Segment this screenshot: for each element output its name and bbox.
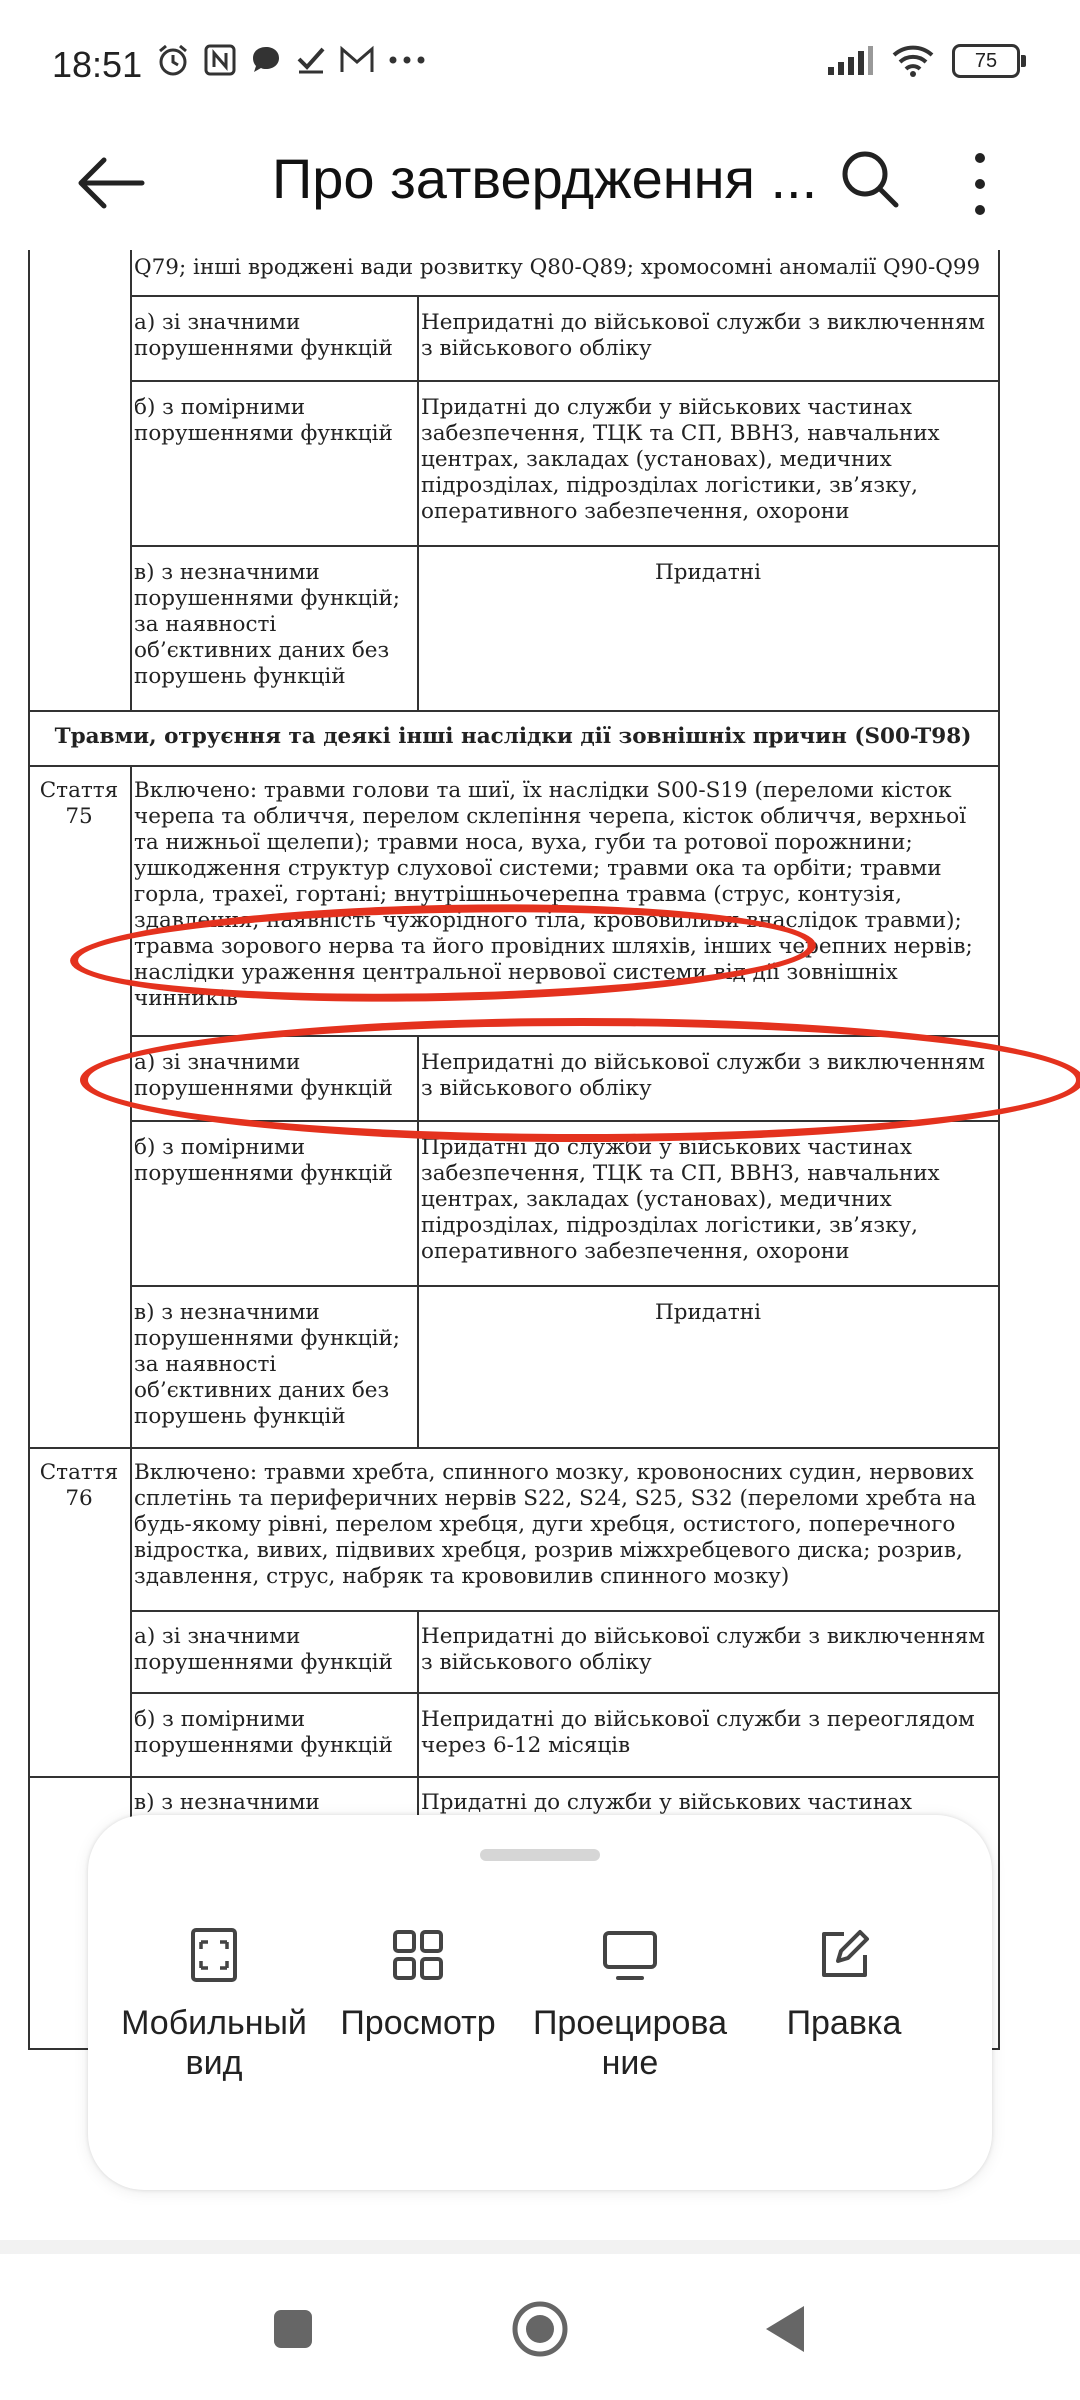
action-label: Мобильный вид [121,2004,307,2082]
sheet-drag-handle[interactable] [480,1849,600,1861]
status-time: 18:51 [52,44,143,85]
table-cell: а) зі значними порушеннями функцій [134,1624,393,1675]
action-label: Просмотр [340,2004,496,2042]
recent-apps-icon[interactable] [258,2294,328,2364]
article-number: Стаття 76 [39,1460,119,1511]
table-border [417,295,419,710]
table-border [130,1120,998,1122]
table-border [130,250,132,710]
table-cell: б) з помірними порушеннями функцій [134,1707,393,1758]
table-border [28,765,998,767]
status-bar [0,0,1080,120]
table-cell: Непридатні до військової служби з виключенням з військового обліку [421,310,986,361]
projection-button[interactable] [520,1925,740,2083]
document-viewer[interactable] [28,250,1000,2050]
battery-icon: 75 [952,44,1020,78]
table-border [130,1610,998,1612]
more-options-icon[interactable] [960,144,1000,224]
section-header: Травми, отруєння та деякі інші наслідки дії зовнішніх причин (S00-T98) [54,724,972,749]
action-label: Правка [786,2004,902,2042]
mobile-view-button[interactable] [104,1925,324,2083]
table-cell: Непридатні до військової служби з виключенням з військового обліку [421,1624,986,1675]
table-cell: Q79; інші вроджені вади розвитку Q80-Q89; хромосомні аномалії Q90-Q99 [134,255,981,280]
dots-icon [387,50,427,70]
table-border [998,250,1000,2050]
edit-icon [814,1925,874,1985]
signal-icon [826,45,874,77]
table-border [28,710,998,712]
status-notification-icons [155,42,427,78]
table-cell: Придатні до служби у військових частинах забезпечення, ТЦК та СП, ВВНЗ, навчальних центрах, закладах (установах), медичних підрозділах, підрозділах логістики, зв’язку, оперативного забезпечення, охорони [421,1135,940,1264]
table-border [130,1692,998,1694]
table-border [130,295,998,297]
table-cell: Непридатні до військової служби з переоглядом через 6-12 місяців [421,1707,975,1758]
fullscreen-icon [184,1925,244,1985]
mail-icon [339,45,375,75]
back-arrow-icon[interactable] [70,148,150,218]
check-icon [295,44,327,76]
table-cell: Включено: травми хребта, спинного мозку, кровоносних судин, нервових сплетінь та периферичних нервів S22, S24, S25, S32 (переломи хребта на будь-якому рівні, перелом хребця, дуги хребця, остистого, поперечного відростка, вивих, підвивих хребця, розрив міжхребцевого диска; розрив, здавлення, струс, набряк та крововилив спинного мозку) [134,1460,977,1589]
table-border [130,1285,998,1287]
alarm-icon [155,42,191,78]
article-number: Стаття 75 [39,778,119,829]
wifi-icon [892,44,934,78]
app-toolbar [0,120,1080,245]
table-border [417,1035,419,1447]
action-label: Проецирова ние [532,2004,728,2082]
monitor-icon [600,1925,660,1985]
edit-button[interactable] [734,1925,954,2043]
table-border [28,1447,998,1449]
table-cell: в) з незначними порушеннями функцій; за наявності об’єктивних даних без порушень функцій [134,1300,401,1429]
table-cell: Непридатні до військової служби з виключенням з військового обліку [421,1050,986,1101]
table-border [130,545,998,547]
table-cell: в) з незначними порушеннями функцій; за наявності об’єктивних даних без порушень функцій [134,560,401,689]
table-cell: а) зі значними порушеннями функцій [134,1050,393,1101]
system-nav-bar [0,2254,1080,2400]
table-cell: Придатні до служби у військових частинах забезпечення, ТЦК та СП, ВВНЗ, навчальних центрах, закладах (установах), медичних підрозділах, підрозділах логістики, зв’язку, оперативного забезпечення, охорони [421,395,940,524]
search-icon[interactable] [835,144,905,214]
table-cell: Придатні до служби у військових частинах [421,1790,912,1815]
table-border [28,1776,998,1778]
table-cell: Придатні [655,560,761,585]
document-title: Про затвердження ... [272,147,818,210]
preview-button[interactable] [308,1925,528,2043]
table-cell: б) з помірними порушеннями функцій [134,395,393,446]
table-border [28,250,30,2050]
table-border [130,380,998,382]
grid-icon [388,1925,448,1985]
chat-icon [249,43,283,77]
table-cell: Включено: травми голови та шиї, їх наслідки S00-S19 (переломи кісток черепа та обличчя, перелом склепіння черепа, кісток обличчя, верхньої та нижньої щелепи); травми носа, вуха, губи та ротової порожнини; ушкодження структур слухової системи; травми ока та орбіти; травми горла, трахеї, гортані; внутрішньочерепна травма (струс, контузія, здавлення, наявність чужорідного тіла, крововиливи внаслідок травми); травма зорового нерва та його провідних шляхів, інших черепних нервів; наслідки ураження центральної нервової системи від дії зовнішніх чинників [134,778,973,1011]
nav-separator [0,2240,1080,2254]
table-border [130,1035,998,1037]
table-cell: Придатні [655,1300,761,1325]
table-cell: а) зі значними порушеннями функцій [134,310,393,361]
status-system-icons [826,44,1020,78]
back-triangle-icon[interactable] [752,2294,822,2364]
bottom-sheet [88,1815,992,2190]
home-icon[interactable] [505,2294,575,2364]
table-cell: в) з незначними [134,1790,320,1815]
table-cell: б) з помірними порушеннями функцій [134,1135,393,1186]
nfc-icon [203,43,237,77]
